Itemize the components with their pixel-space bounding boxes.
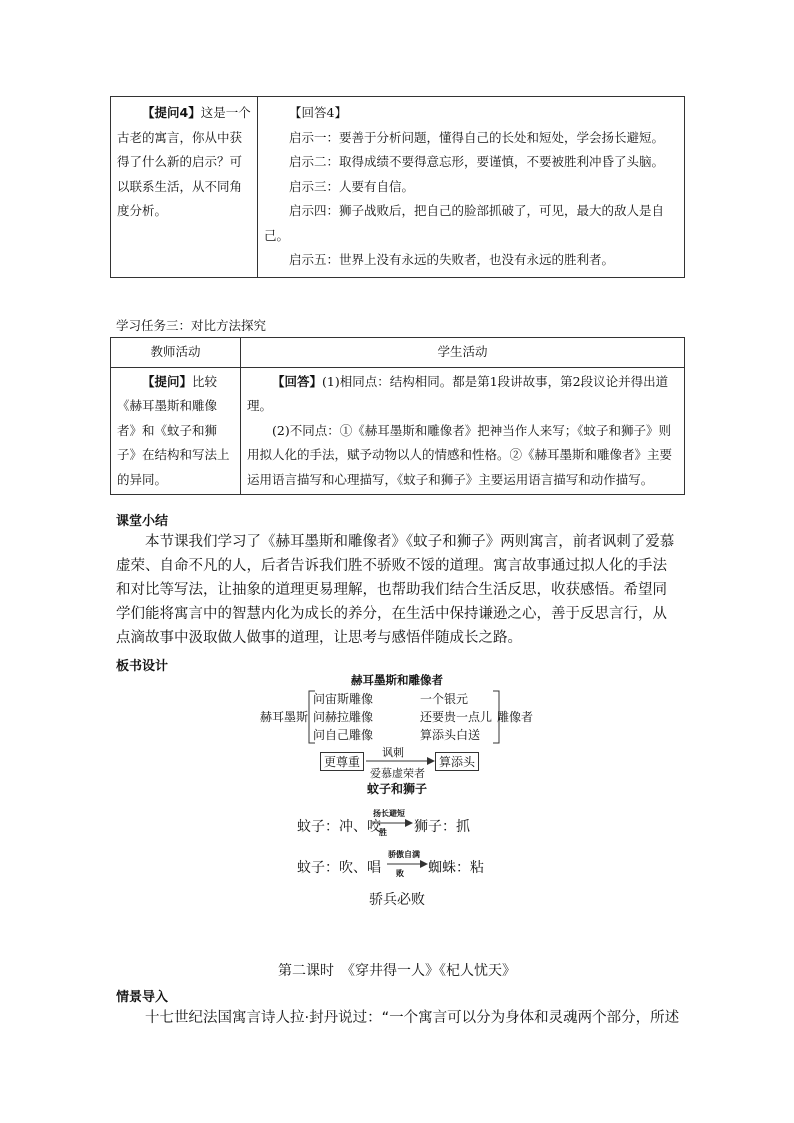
board-question: 问自己雕像 [313, 728, 374, 742]
question4-text: 这是一个古老的寓言，你从中获得了什么新的启示？可以联系生活，从不同角度分析。 [117, 105, 251, 218]
answer-tag: 【回答】 [272, 373, 323, 389]
answer4-item: 启示五：世界上没有永远的失败者，也没有永远的胜利者。 [289, 252, 615, 267]
board-answer: 一个银元 [420, 692, 469, 706]
board-left-label: 赫耳墨斯 [260, 710, 309, 724]
board-answer: 还要贵一点儿 [420, 710, 493, 724]
answer4-item: 启示四：狮子战败后，把自己的脸部抓破了，可见，最大的敌人是自己。 [264, 203, 665, 243]
line2-left: 蚊子：吹、唱 [297, 860, 381, 876]
arrow-right-icon [387, 859, 429, 869]
intro-text: 十七世纪法国寓言诗人拉·封丹说过：“一个寓言可以分为身体和灵魂两个部分，所述 [145, 1010, 680, 1026]
board-box-right: 算添头 [435, 752, 479, 771]
student-answer-cell [241, 367, 685, 495]
line1-bottom: 胜 [379, 828, 387, 837]
answer-p1: (1)相同点：结构相同。都是第1段讲故事，第2段议论并得出道理。 [247, 373, 669, 413]
line2-right: 蜘蛛：粘 [428, 860, 484, 876]
question4-table [110, 96, 685, 278]
question-tag: 【提问】 [142, 373, 193, 389]
intro-heading: 情景导入 [116, 990, 169, 1005]
summary-heading: 课堂小结 [116, 514, 169, 529]
answer4-tag: 【回答4】 [289, 105, 347, 120]
answer4-item: 启示三：人要有自信。 [289, 178, 415, 194]
board-right-label: 雕像者 [497, 710, 534, 724]
board-questions [313, 690, 373, 744]
board-conclusion: 骄兵必败 [369, 892, 425, 908]
board-title1: 赫耳墨斯和雕像者 [351, 673, 443, 687]
line2-bottom: 败 [396, 869, 404, 878]
answer4-item: 启示二：取得成绩不要得意忘形，要谨慎，不要被胜利冲昏了头脑。 [289, 154, 665, 169]
answer4-item: 启示一：要善于分析问题，懂得自己的长处和短处，学会扬长避短。 [289, 129, 665, 145]
question-text: 比较《赫耳墨斯和雕像者》和《蚊子和狮子》在结构和写法上的异同。 [117, 373, 230, 487]
board-heading: 板书设计 [116, 659, 169, 674]
answer4-cell [258, 97, 685, 278]
question4-tag: 【提问4】 [142, 105, 201, 120]
line1-left: 蚊子：冲、咬 [297, 819, 381, 835]
board-title2: 蚊子和狮子 [366, 782, 427, 796]
col-student-header: 学生活动 [241, 338, 685, 368]
board-arrow-top: 讽刺 [382, 746, 404, 759]
line1-right: 狮子：抓 [414, 819, 470, 835]
board-question: 问赫拉雕像 [313, 710, 374, 724]
lesson2-title: 第二课时 《穿井得一人》《杞人忧天》 [278, 963, 516, 979]
board-box-left: 更尊重 [320, 752, 364, 771]
question4-cell [111, 97, 258, 278]
summary-text: 本节课我们学习了《赫耳墨斯和雕像者》《蚊子和狮子》两则寓言，前者讽刺了爱慕虚荣、自命不凡的人，后者告诉我们胜不骄败不馁的道理。寓言故事通过拟人化的手法和对比等写法，让抽象的道理更易理解，也帮助我们结合生活反思，收获感悟。希望同学们能将寓言中的智慧内化为成长的养分，在生活中保持谦逊之心，善于反思言行，从点滴故事中汲取做人做事的道理，让思考与感悟伴随成长之路。 [116, 534, 675, 646]
col-teacher-header: 教师活动 [111, 338, 241, 368]
board-arrow-bottom: 爱慕虚荣者 [370, 767, 425, 780]
board-answer: 算添头白送 [420, 728, 481, 742]
answer-p2: (2)不同点：①《赫耳墨斯和雕像者》把神当作人来写；《蚊子和狮子》则用拟人化的手法，赋予动物以人的情感和性格。②《赫耳墨斯和雕像者》主要运用语言描写和心理描写，《蚊子和狮子》主要运用语言描写和动作描写。 [247, 422, 673, 487]
line2-top: 骄傲自满 [388, 850, 420, 859]
teacher-question-cell [111, 367, 241, 495]
task3-title: 学习任务三：对比方法探究 [116, 318, 267, 333]
line1-top: 扬长避短 [373, 809, 405, 818]
board-question: 问宙斯雕像 [313, 692, 374, 706]
board-answers [420, 690, 492, 744]
comparison-table [110, 337, 685, 495]
